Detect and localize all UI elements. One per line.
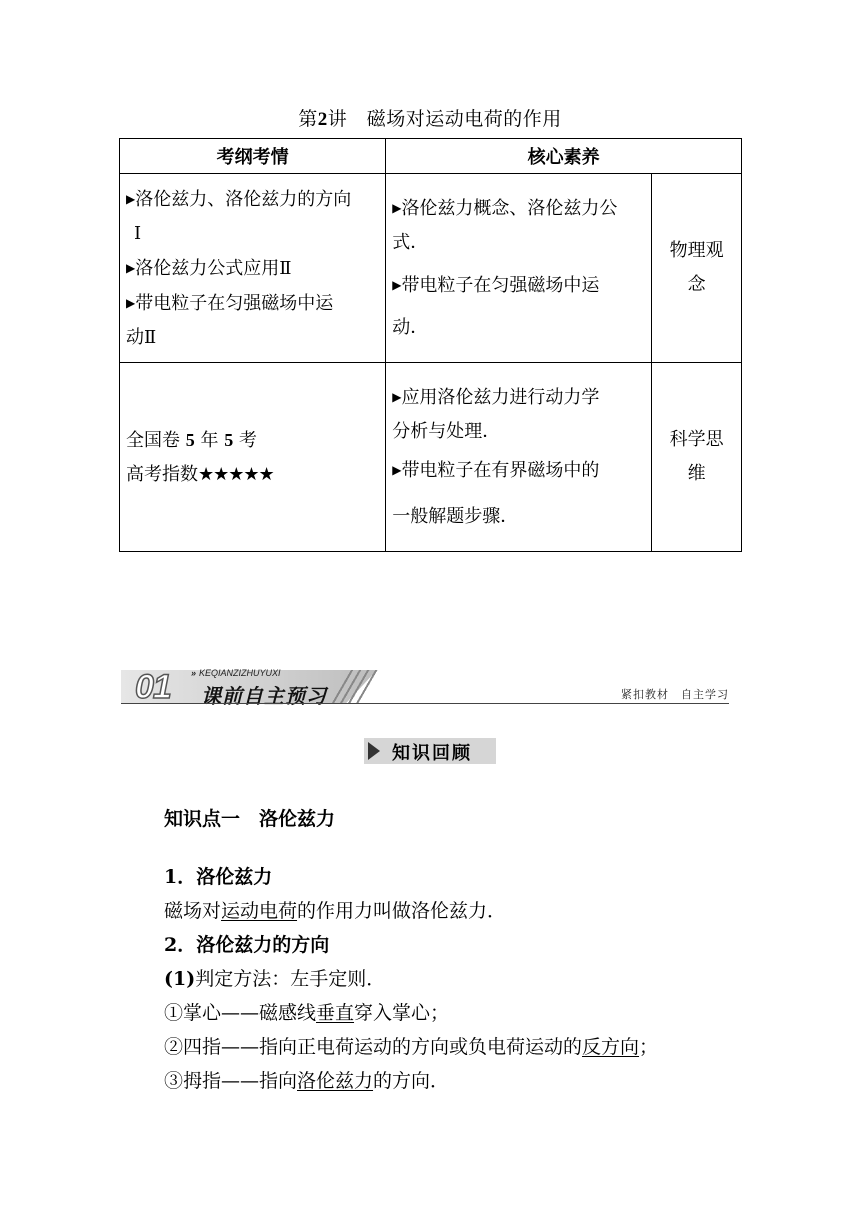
underlined-answer: 垂直 bbox=[316, 1002, 355, 1024]
literacy-label: 科学思 bbox=[669, 429, 724, 450]
exam-item-cont: 动Ⅱ bbox=[126, 326, 157, 348]
underlined-answer: 反方向 bbox=[582, 1036, 640, 1058]
core-item: ▶带电粒子在匀强磁场中运 bbox=[392, 275, 600, 296]
core-item: ▶洛伦兹力概念、洛伦兹力公 bbox=[392, 198, 618, 219]
triangle-bullet-icon: ▶ bbox=[126, 260, 136, 275]
exam-item: ▶带电粒子在匀强磁场中运 bbox=[126, 292, 334, 314]
core-item-cont: 分析与处理． bbox=[392, 421, 501, 442]
section-pinyin: » KEQIANZIZHUYUXI bbox=[191, 668, 281, 678]
table-row bbox=[120, 363, 742, 552]
triangle-bullet-icon: ▶ bbox=[126, 295, 136, 310]
list-item: ②四指——指向正电荷运动的方向或负电荷运动的反方向； bbox=[164, 1036, 659, 1058]
literacy-label-cont: 维 bbox=[687, 463, 706, 484]
subsection-tag bbox=[364, 738, 496, 764]
banner-rule bbox=[121, 703, 729, 704]
core-cell bbox=[386, 174, 652, 363]
core-item: ▶应用洛伦兹力进行动力学 bbox=[392, 387, 600, 408]
section-banner bbox=[121, 666, 729, 708]
core-item-cont: 一般解题步骤． bbox=[392, 506, 519, 527]
title-number: 2 bbox=[317, 109, 328, 130]
exam-level: Ⅰ bbox=[134, 222, 142, 244]
title-text: 讲 磁场对运动电荷的作用 bbox=[327, 108, 562, 130]
heading-2: 2．洛伦兹力的方向 bbox=[164, 934, 330, 956]
star-rating: ★★★★★ bbox=[198, 463, 274, 485]
exam-item: ▶洛伦兹力公式应用Ⅱ bbox=[126, 257, 292, 279]
literacy-label-cont: 念 bbox=[687, 274, 706, 295]
header-exam: 考纲考情 bbox=[120, 139, 386, 174]
section-number: 01 bbox=[135, 668, 171, 706]
section-slogan: 紧扣教材 自主学习 bbox=[621, 688, 729, 701]
header-core: 核心素养 bbox=[386, 139, 742, 174]
knowledge-point-heading: 知识点一 洛伦兹力 bbox=[164, 808, 336, 830]
exam-index: 高考指数★★★★★ bbox=[126, 463, 274, 485]
underlined-answer: 洛伦兹力 bbox=[297, 1070, 374, 1092]
exam-cell bbox=[120, 174, 386, 363]
heading-1: 1．洛伦兹力 bbox=[164, 866, 273, 888]
subsection-title: 知识回顾 bbox=[392, 743, 472, 764]
triangle-bullet-icon: ▶ bbox=[392, 390, 402, 404]
literacy-cell bbox=[652, 363, 742, 552]
syllabus-table bbox=[119, 138, 742, 552]
exam-item: ▶洛伦兹力、洛伦兹力的方向 bbox=[126, 188, 352, 210]
literacy-label: 物理观 bbox=[669, 240, 724, 261]
literacy-cell bbox=[652, 174, 742, 363]
double-chevron-icon: » bbox=[191, 668, 197, 678]
exam-count: 全国卷 5 年 5 考 bbox=[126, 429, 257, 451]
core-item-cont: 式． bbox=[392, 232, 429, 253]
lesson-title bbox=[0, 104, 860, 131]
core-item: ▶带电粒子在有界磁场中的 bbox=[392, 460, 600, 481]
table-row bbox=[120, 174, 742, 363]
section-title: 课前自主预习 bbox=[201, 684, 327, 708]
core-cell bbox=[386, 363, 652, 552]
triangle-bullet-icon: ▶ bbox=[392, 201, 402, 215]
triangle-bullet-icon: ▶ bbox=[392, 463, 402, 477]
list-item: ①掌心——磁感线垂直穿入掌心； bbox=[164, 1002, 450, 1024]
triangle-bullet-icon: ▶ bbox=[392, 278, 402, 292]
exam-cell bbox=[120, 363, 386, 552]
triangle-bullet-icon: ▶ bbox=[126, 191, 136, 206]
underlined-answer: 运动电荷 bbox=[221, 900, 298, 922]
title-prefix: 第 bbox=[298, 108, 318, 130]
list-item: ③拇指——指向洛伦兹力的方向． bbox=[164, 1070, 450, 1092]
play-arrow-icon bbox=[368, 742, 380, 760]
paragraph-1: 磁场对运动电荷的作用力叫做洛伦兹力． bbox=[164, 900, 507, 922]
table-header-row bbox=[120, 139, 742, 174]
paragraph-2: (1)判定方法：左手定则． bbox=[164, 968, 386, 990]
core-item-cont: 动． bbox=[392, 317, 429, 338]
